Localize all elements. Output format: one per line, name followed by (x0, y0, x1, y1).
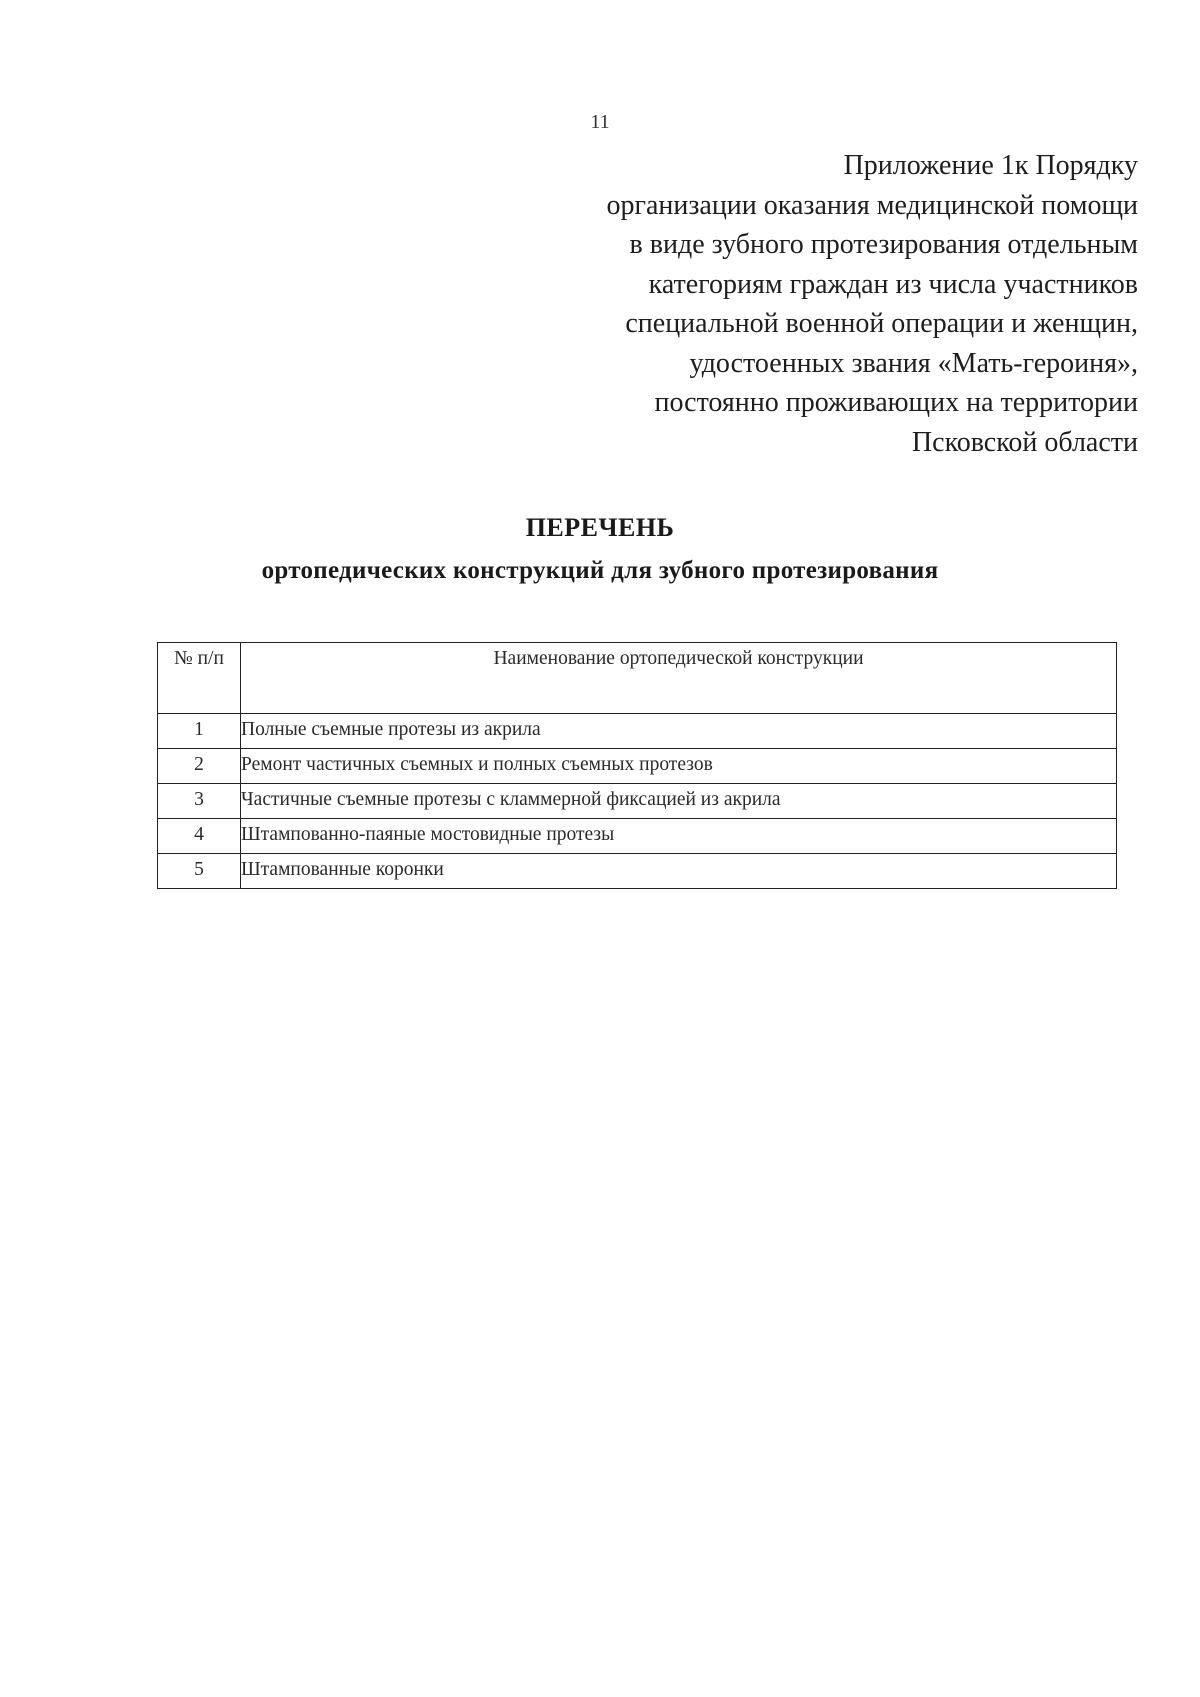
table-header-row (158, 643, 1117, 714)
table-row (158, 749, 1117, 784)
row-number: 5 (158, 854, 241, 889)
page-number: 11 (590, 111, 610, 133)
appendix-line: в виде зубного протезирования отдельным (629, 229, 1138, 260)
row-number: 1 (158, 714, 241, 749)
table-row (158, 854, 1117, 889)
row-number: 4 (158, 819, 241, 854)
row-name: Полные съемные протезы из акрила (241, 714, 1117, 749)
table-row (158, 714, 1117, 749)
appendix-line: категориям граждан из числа участников (648, 268, 1138, 300)
row-name: Штампованно-паяные мостовидные протезы (241, 819, 1117, 854)
appendix-line: удостоенных звания «Мать-героиня», (689, 347, 1138, 379)
appendix-line: Псковской области (911, 426, 1138, 458)
constructions-table (157, 642, 1117, 889)
table-row (158, 819, 1117, 854)
appendix-line: специальной военной операции и женщин, (625, 308, 1138, 339)
document-title: ПЕРЕЧЕНЬ (525, 513, 675, 542)
row-name: Ремонт частичных съемных и полных съемных протезов (241, 749, 1117, 784)
row-name: Штампованные коронки (241, 854, 1117, 889)
appendix-line: Приложение 1к Порядку (843, 150, 1138, 181)
column-header-name: Наименование ортопедической конструкции (241, 643, 1117, 714)
appendix-line: организации оказания медицинской помощи (606, 189, 1138, 221)
row-name: Частичные съемные протезы с кламмерной фиксацией из акрила (241, 784, 1117, 819)
row-number: 2 (158, 749, 241, 784)
appendix-line: постоянно проживающих на территории (654, 387, 1138, 418)
document-subtitle: ортопедических конструкций для зубного протезирования (261, 557, 939, 584)
appendix-note (498, 146, 1138, 462)
table-row (158, 784, 1117, 819)
column-header-number: № п/п (158, 643, 241, 714)
row-number: 3 (158, 784, 241, 819)
